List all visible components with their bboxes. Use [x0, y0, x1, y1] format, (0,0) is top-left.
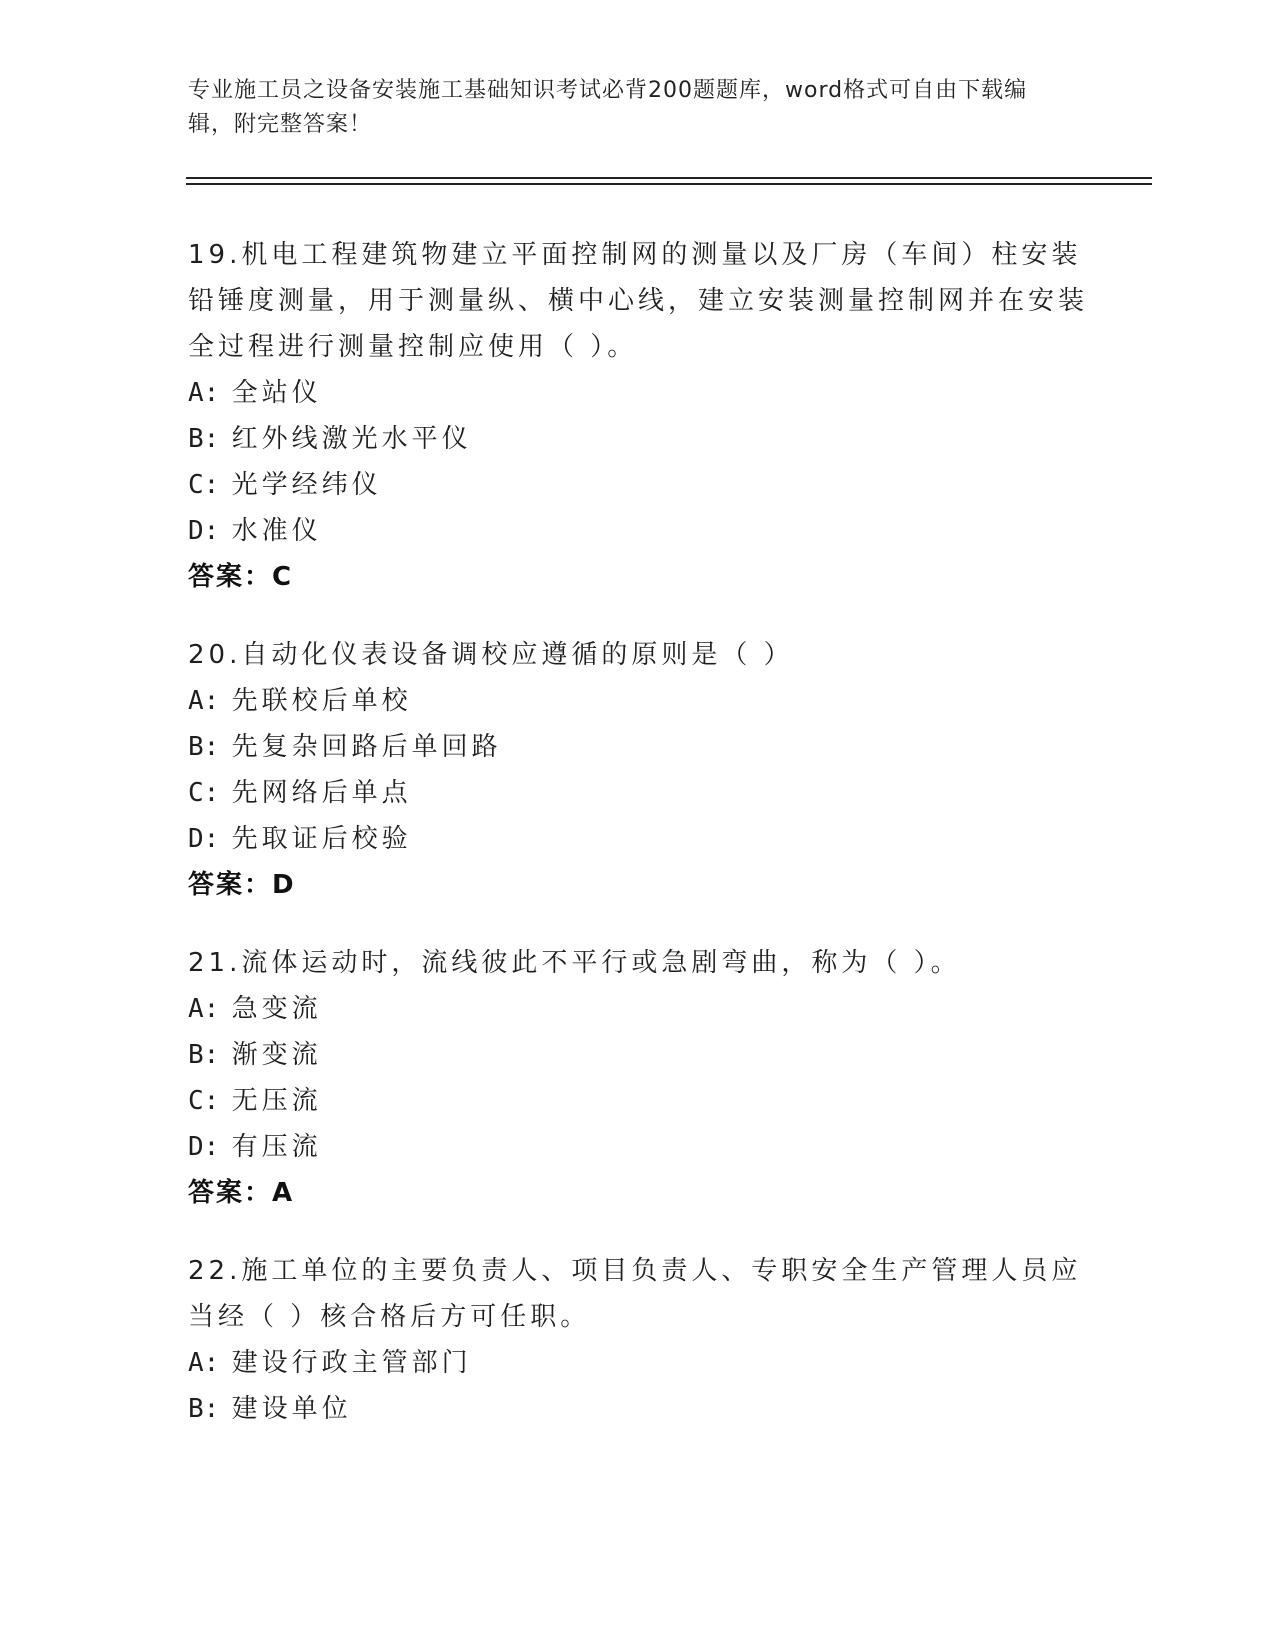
option-text: 先取证后校验	[231, 824, 412, 854]
question-stem: 21.流体运动时，流线彼此不平行或急剧弯曲，称为（ ）。	[188, 948, 961, 978]
option-b	[188, 1032, 1088, 1078]
question-19	[188, 232, 1088, 600]
option-text: 渐变流	[231, 1040, 322, 1070]
question-21	[188, 940, 1088, 1216]
option-letter: C:	[188, 778, 220, 808]
option-a	[188, 678, 1088, 724]
option-letter: A:	[188, 378, 220, 408]
question-20	[188, 632, 1088, 908]
option-c	[188, 770, 1088, 816]
option-a	[188, 986, 1088, 1032]
document-header: 专业施工员之设备安装施工基础知识考试必背200题题库，word格式可自由下载编辑，附完整答案！	[188, 78, 1028, 137]
header-divider-top	[186, 177, 1152, 179]
option-text: 建设行政主管部门	[231, 1348, 472, 1378]
option-text: 急变流	[231, 994, 322, 1024]
option-d	[188, 1124, 1088, 1170]
option-b	[188, 416, 1088, 462]
header-divider-bottom	[186, 183, 1152, 185]
option-letter: A:	[188, 686, 220, 716]
option-a	[188, 1340, 1088, 1386]
answer-line: 答案：C	[188, 562, 294, 592]
option-letter: B:	[188, 424, 220, 454]
question-22	[188, 1248, 1088, 1432]
option-letter: A:	[188, 994, 220, 1024]
option-text: 水准仪	[231, 516, 322, 546]
option-b	[188, 724, 1088, 770]
option-letter: C:	[188, 470, 220, 500]
option-d	[188, 816, 1088, 862]
option-text: 无压流	[231, 1086, 322, 1116]
option-text: 红外线激光水平仪	[231, 424, 472, 454]
question-stem: 20.自动化仪表设备调校应遵循的原则是（ ）	[188, 640, 794, 670]
question-list	[188, 232, 1088, 1464]
option-letter: D:	[188, 516, 220, 546]
option-letter: D:	[188, 1132, 220, 1162]
option-b	[188, 1386, 1088, 1432]
option-text: 先联校后单校	[231, 686, 412, 716]
option-text: 有压流	[231, 1132, 322, 1162]
option-text: 建设单位	[231, 1394, 352, 1424]
option-a	[188, 370, 1088, 416]
option-d	[188, 508, 1088, 554]
answer-line: 答案：A	[188, 1178, 295, 1208]
option-letter: B:	[188, 1040, 220, 1070]
question-stem: 22.施工单位的主要负责人、项目负责人、专职安全生产管理人员应当经（ ）核合格后方可任职。	[188, 1256, 1082, 1332]
option-text: 光学经纬仪	[231, 470, 382, 500]
option-text: 全站仪	[231, 378, 322, 408]
question-stem: 19.机电工程建筑物建立平面控制网的测量以及厂房（车间）柱安装铅锤度测量，用于测量纵、横中心线，建立安装测量控制网并在安装全过程进行测量控制应使用（ ）。	[188, 240, 1089, 362]
option-text: 先复杂回路后单回路	[231, 732, 502, 762]
option-letter: D:	[188, 824, 220, 854]
option-letter: B:	[188, 1394, 220, 1424]
option-letter: A:	[188, 1348, 220, 1378]
option-c	[188, 462, 1088, 508]
answer-line: 答案：D	[188, 870, 296, 900]
option-text: 先网络后单点	[231, 778, 412, 808]
option-letter: C:	[188, 1086, 220, 1116]
option-c	[188, 1078, 1088, 1124]
option-letter: B:	[188, 732, 220, 762]
